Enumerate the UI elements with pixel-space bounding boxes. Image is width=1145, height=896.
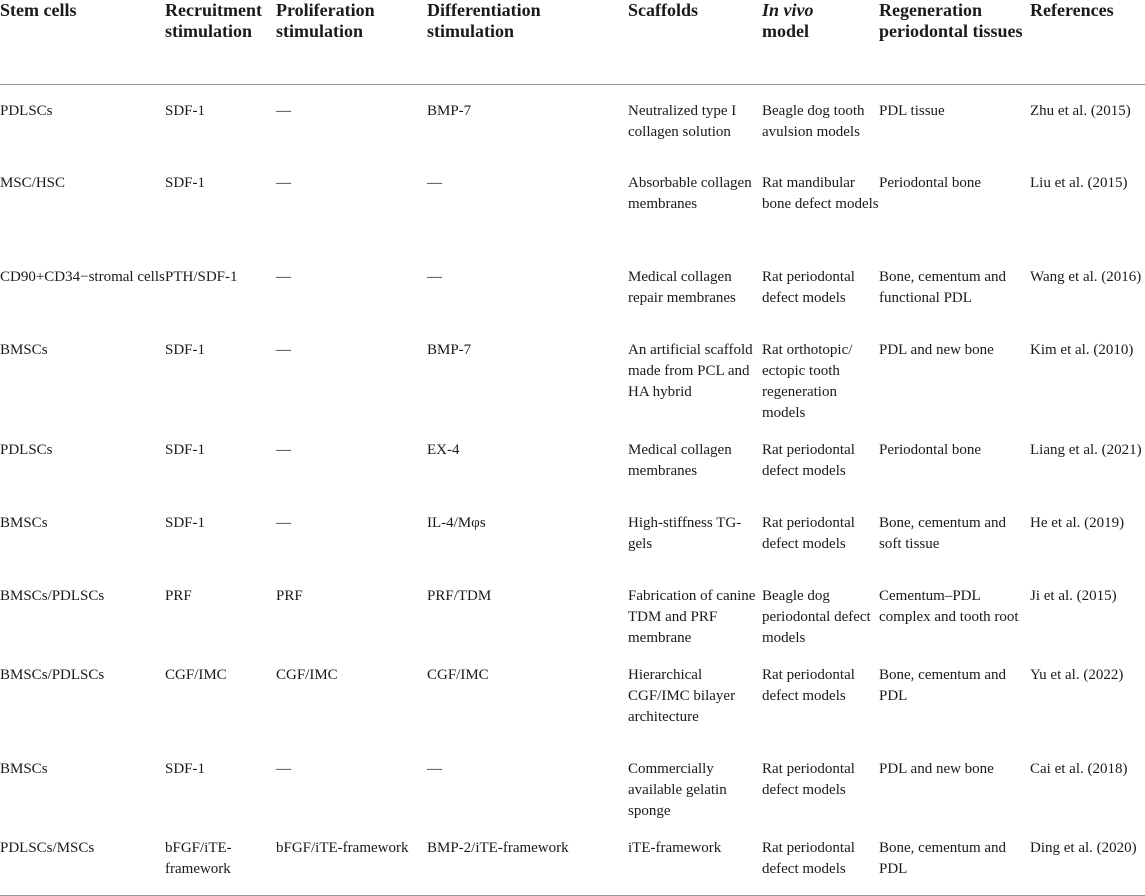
cell-in-vivo-model: Rat periodontal defect models	[762, 442, 855, 479]
header-in-vivo-model	[762, 0, 879, 84]
cell-regeneration: Bone, cementum and PDL	[879, 822, 1030, 895]
cell-recruitment: SDF-1	[165, 175, 206, 191]
cell-recruitment: bFGF/iTE-framework	[165, 822, 276, 895]
cell-reference: Kim et al. (2010)	[1030, 342, 1134, 358]
cell-stem-cells: BMSCs/PDLSCs	[0, 588, 105, 604]
cell-recruitment: SDF-1	[165, 761, 206, 777]
cell-in-vivo-model: Beagle dog tooth avulsion models	[762, 102, 865, 140]
cell-regeneration: Bone, cementum and functional PDL	[879, 269, 1007, 306]
cell-in-vivo-model: Rat periodontal defect models	[762, 667, 855, 704]
cell-proliferation: —	[276, 761, 291, 777]
cell-differentiation: BMP-2/iTE-framework	[427, 822, 628, 895]
cell-regeneration: Bone, cementum and PDL	[879, 667, 1007, 704]
table-row	[0, 822, 1145, 895]
cell-scaffold: Medical collagen repair membranes	[628, 269, 736, 306]
cell-differentiation: —	[427, 269, 442, 285]
cell-recruitment: SDF-1	[165, 515, 206, 531]
cell-stem-cells: PDLSCs	[0, 442, 53, 458]
header-differentiation: Differentiation stimulation	[427, 0, 628, 84]
cell-regeneration: PDL tissue	[879, 102, 945, 119]
table-header-row	[0, 0, 1145, 84]
cell-differentiation: EX-4	[427, 442, 460, 458]
cell-proliferation: —	[276, 269, 291, 285]
cell-recruitment: PRF	[165, 588, 192, 604]
cell-stem-cells: PDLSCs/MSCs	[0, 822, 165, 895]
cell-in-vivo-model: Rat periodontal defect models	[762, 822, 879, 895]
table-row	[0, 649, 1145, 743]
cell-reference: Ji et al. (2015)	[1030, 588, 1117, 604]
cell-regeneration: PDL and new bone	[879, 342, 994, 358]
cell-regeneration: Bone, cementum and soft tissue	[879, 515, 1007, 552]
cell-recruitment: PTH/SDF-1	[165, 269, 238, 285]
cell-proliferation: —	[276, 175, 291, 191]
cell-scaffold: Commercially available gelatin sponge	[628, 761, 727, 819]
header-scaffolds: Scaffolds	[628, 0, 762, 84]
cell-stem-cells: BMSCs	[0, 342, 48, 358]
cell-regeneration: Cementum–PDL complex and tooth root	[879, 588, 1019, 625]
table-row	[0, 157, 1145, 251]
cell-reference: He et al. (2019)	[1030, 515, 1125, 531]
table-row	[0, 251, 1145, 324]
cell-proliferation: bFGF/iTE-framework	[276, 822, 427, 895]
cell-scaffold: Absorbable collagen membranes	[628, 175, 752, 212]
cell-proliferation: —	[276, 102, 291, 119]
cell-in-vivo-model: Rat periodontal defect models	[762, 269, 855, 306]
cell-proliferation: —	[276, 442, 291, 458]
cell-stem-cells: MSC/HSC	[0, 175, 66, 191]
cell-scaffold: iTE-framework	[628, 822, 762, 895]
cell-differentiation: BMP-7	[427, 102, 472, 119]
cell-recruitment: SDF-1	[165, 342, 206, 358]
header-in-vivo-rest: model	[762, 21, 809, 41]
table-body	[0, 84, 1145, 895]
cell-reference: Liu et al. (2015)	[1030, 175, 1128, 191]
cell-reference: Liang et al. (2021)	[1030, 442, 1142, 458]
cell-stem-cells: CD90+CD34−stromal cells	[0, 269, 165, 285]
cell-differentiation: —	[427, 761, 442, 777]
table-row	[0, 570, 1145, 649]
cell-reference: Wang et al. (2016)	[1030, 269, 1142, 285]
cell-in-vivo-model: Rat periodontal defect models	[762, 761, 855, 798]
cell-differentiation: CGF/IMC	[427, 667, 489, 683]
cell-in-vivo-model: Rat mandibular bone defect models	[762, 175, 879, 212]
cell-differentiation: IL-4/Mφs	[427, 515, 486, 531]
cell-proliferation: —	[276, 342, 291, 358]
cell-differentiation: BMP-7	[427, 342, 472, 358]
cell-in-vivo-model: Beagle dog periodontal defect models	[762, 588, 871, 646]
header-references: References	[1030, 0, 1145, 84]
cell-proliferation: PRF	[276, 588, 303, 604]
cell-reference: Cai et al. (2018)	[1030, 761, 1128, 777]
cell-regeneration: Periodontal bone	[879, 175, 982, 191]
header-regeneration: Regeneration periodontal tissues	[879, 0, 1030, 84]
table-row	[0, 497, 1145, 570]
cell-scaffold: An artificial scaffold made from PCL and HA hybrid	[628, 342, 753, 400]
cell-proliferation: CGF/IMC	[276, 667, 338, 683]
cell-proliferation: —	[276, 515, 291, 531]
cell-reference: Ding et al. (2020)	[1030, 822, 1145, 895]
cell-reference: Zhu et al. (2015)	[1030, 102, 1131, 119]
table-row	[0, 743, 1145, 822]
cell-regeneration: PDL and new bone	[879, 761, 994, 777]
table-row	[0, 424, 1145, 497]
cell-recruitment: SDF-1	[165, 442, 206, 458]
cell-recruitment: SDF-1	[165, 102, 206, 119]
cell-scaffold: Medical collagen membranes	[628, 442, 732, 479]
cell-differentiation: —	[427, 175, 442, 191]
cell-in-vivo-model: Rat periodontal defect models	[762, 515, 855, 552]
cell-stem-cells: BMSCs/PDLSCs	[0, 667, 105, 683]
header-recruitment: Recruitment stimulation	[165, 0, 276, 84]
cell-stem-cells: BMSCs	[0, 761, 48, 777]
cell-recruitment: CGF/IMC	[165, 667, 227, 683]
header-stem-cells: Stem cells	[0, 0, 165, 84]
cell-scaffold: Hierarchical CGF/IMC bilayer architecture	[628, 667, 736, 725]
cell-stem-cells: PDLSCs	[0, 102, 53, 119]
table-row	[0, 324, 1145, 424]
cell-regeneration: Periodontal bone	[879, 442, 982, 458]
cell-stem-cells: BMSCs	[0, 515, 48, 531]
cell-scaffold: High-stiffness TG-gels	[628, 515, 742, 552]
header-proliferation: Proliferation stimulation	[276, 0, 427, 84]
header-in-vivo-italic: In vivo	[762, 0, 814, 20]
cell-scaffold: Fabrication of canine TDM and PRF membrane	[628, 588, 756, 646]
table-row	[0, 84, 1145, 157]
cell-reference: Yu et al. (2022)	[1030, 667, 1124, 683]
cell-scaffold: Neutralized type I collagen solution	[628, 102, 737, 140]
cell-differentiation: PRF/TDM	[427, 588, 492, 604]
cell-in-vivo-model: Rat orthotopic/ ectopic tooth regeneration models	[762, 342, 853, 421]
